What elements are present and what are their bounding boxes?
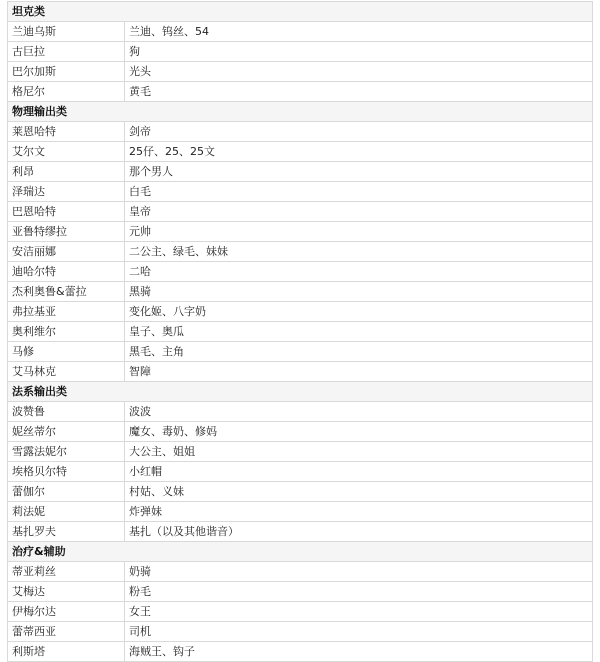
nickname-cell: 那个男人	[125, 162, 593, 182]
table-row	[8, 362, 593, 382]
table-body	[8, 2, 593, 662]
character-name-cell: 巴尔加斯	[8, 62, 125, 82]
character-name-cell: 基扎罗夫	[8, 522, 125, 542]
character-name-cell: 格尼尔	[8, 82, 125, 102]
character-name-cell: 艾尔文	[8, 142, 125, 162]
nickname-cell: 黄毛	[125, 82, 593, 102]
nickname-table	[7, 1, 593, 662]
character-name-cell: 蕾伽尔	[8, 482, 125, 502]
table-row	[8, 302, 593, 322]
nickname-cell: 奶骑	[125, 562, 593, 582]
character-name-cell: 伊梅尔达	[8, 602, 125, 622]
nickname-cell: 波波	[125, 402, 593, 422]
nickname-cell: 二公主、绿毛、妹妹	[125, 242, 593, 262]
character-name-cell: 埃格贝尔特	[8, 462, 125, 482]
character-name-cell: 妮丝蒂尔	[8, 422, 125, 442]
character-name-cell: 弗拉基亚	[8, 302, 125, 322]
table-row	[8, 62, 593, 82]
section-title: 治疗&辅助	[8, 542, 593, 562]
section-header-row	[8, 2, 593, 22]
character-name-cell: 兰迪乌斯	[8, 22, 125, 42]
table-row	[8, 202, 593, 222]
character-name-cell: 奥利维尔	[8, 322, 125, 342]
character-name-cell: 利昂	[8, 162, 125, 182]
table-row	[8, 622, 593, 642]
nickname-cell: 司机	[125, 622, 593, 642]
character-name-cell: 莱恩哈特	[8, 122, 125, 142]
table-row	[8, 342, 593, 362]
table-row	[8, 82, 593, 102]
table-row	[8, 262, 593, 282]
nickname-cell: 皇子、奥瓜	[125, 322, 593, 342]
table-row	[8, 162, 593, 182]
table-row	[8, 222, 593, 242]
character-name-cell: 马修	[8, 342, 125, 362]
nickname-cell: 魔女、毒奶、修妈	[125, 422, 593, 442]
nickname-cell: 基扎（以及其他谐音）	[125, 522, 593, 542]
nickname-cell: 剑帝	[125, 122, 593, 142]
section-header-row	[8, 382, 593, 402]
section-title: 坦克类	[8, 2, 593, 22]
nickname-cell: 皇帝	[125, 202, 593, 222]
character-name-cell: 雪露法妮尔	[8, 442, 125, 462]
character-name-cell: 艾马林克	[8, 362, 125, 382]
nickname-cell: 元帅	[125, 222, 593, 242]
nickname-cell: 白毛	[125, 182, 593, 202]
character-name-cell: 莉法妮	[8, 502, 125, 522]
nickname-cell: 光头	[125, 62, 593, 82]
section-header-row	[8, 102, 593, 122]
character-name-cell: 迪哈尔特	[8, 262, 125, 282]
table-row	[8, 482, 593, 502]
table-row	[8, 602, 593, 622]
table-row	[8, 182, 593, 202]
nickname-cell: 25仔、25、25文	[125, 142, 593, 162]
table-row	[8, 422, 593, 442]
character-name-cell: 古巨拉	[8, 42, 125, 62]
table-row	[8, 582, 593, 602]
character-name-cell: 巴恩哈特	[8, 202, 125, 222]
nickname-cell: 小红帽	[125, 462, 593, 482]
character-name-cell: 波赞鲁	[8, 402, 125, 422]
nickname-cell: 粉毛	[125, 582, 593, 602]
nickname-cell: 兰迪、钨丝、54	[125, 22, 593, 42]
table-row	[8, 502, 593, 522]
character-name-cell: 利斯塔	[8, 642, 125, 662]
section-header-row	[8, 542, 593, 562]
nickname-cell: 二哈	[125, 262, 593, 282]
section-title: 法系输出类	[8, 382, 593, 402]
table-row	[8, 282, 593, 302]
nickname-cell: 变化姬、八字奶	[125, 302, 593, 322]
nickname-cell: 海贼王、钩子	[125, 642, 593, 662]
nickname-cell: 大公主、姐姐	[125, 442, 593, 462]
table-row	[8, 22, 593, 42]
character-name-cell: 泽瑞达	[8, 182, 125, 202]
table-row	[8, 402, 593, 422]
nickname-cell: 黑骑	[125, 282, 593, 302]
character-name-cell: 蕾蒂西亚	[8, 622, 125, 642]
table-row	[8, 122, 593, 142]
character-name-cell: 蒂亚莉丝	[8, 562, 125, 582]
table-row	[8, 42, 593, 62]
nickname-cell: 智障	[125, 362, 593, 382]
nickname-cell: 炸弹妹	[125, 502, 593, 522]
nickname-cell: 女王	[125, 602, 593, 622]
nickname-cell: 黑毛、主角	[125, 342, 593, 362]
character-name-cell: 安洁丽娜	[8, 242, 125, 262]
table-row	[8, 442, 593, 462]
character-name-cell: 杰利奥鲁&蕾拉	[8, 282, 125, 302]
table-row	[8, 562, 593, 582]
nickname-cell: 村姑、义妹	[125, 482, 593, 502]
character-name-cell: 艾梅达	[8, 582, 125, 602]
character-name-cell: 亚鲁特缪拉	[8, 222, 125, 242]
table-row	[8, 142, 593, 162]
table-row	[8, 522, 593, 542]
table-row	[8, 322, 593, 342]
table-row	[8, 242, 593, 262]
table-row	[8, 462, 593, 482]
section-title: 物理输出类	[8, 102, 593, 122]
nickname-cell: 狗	[125, 42, 593, 62]
